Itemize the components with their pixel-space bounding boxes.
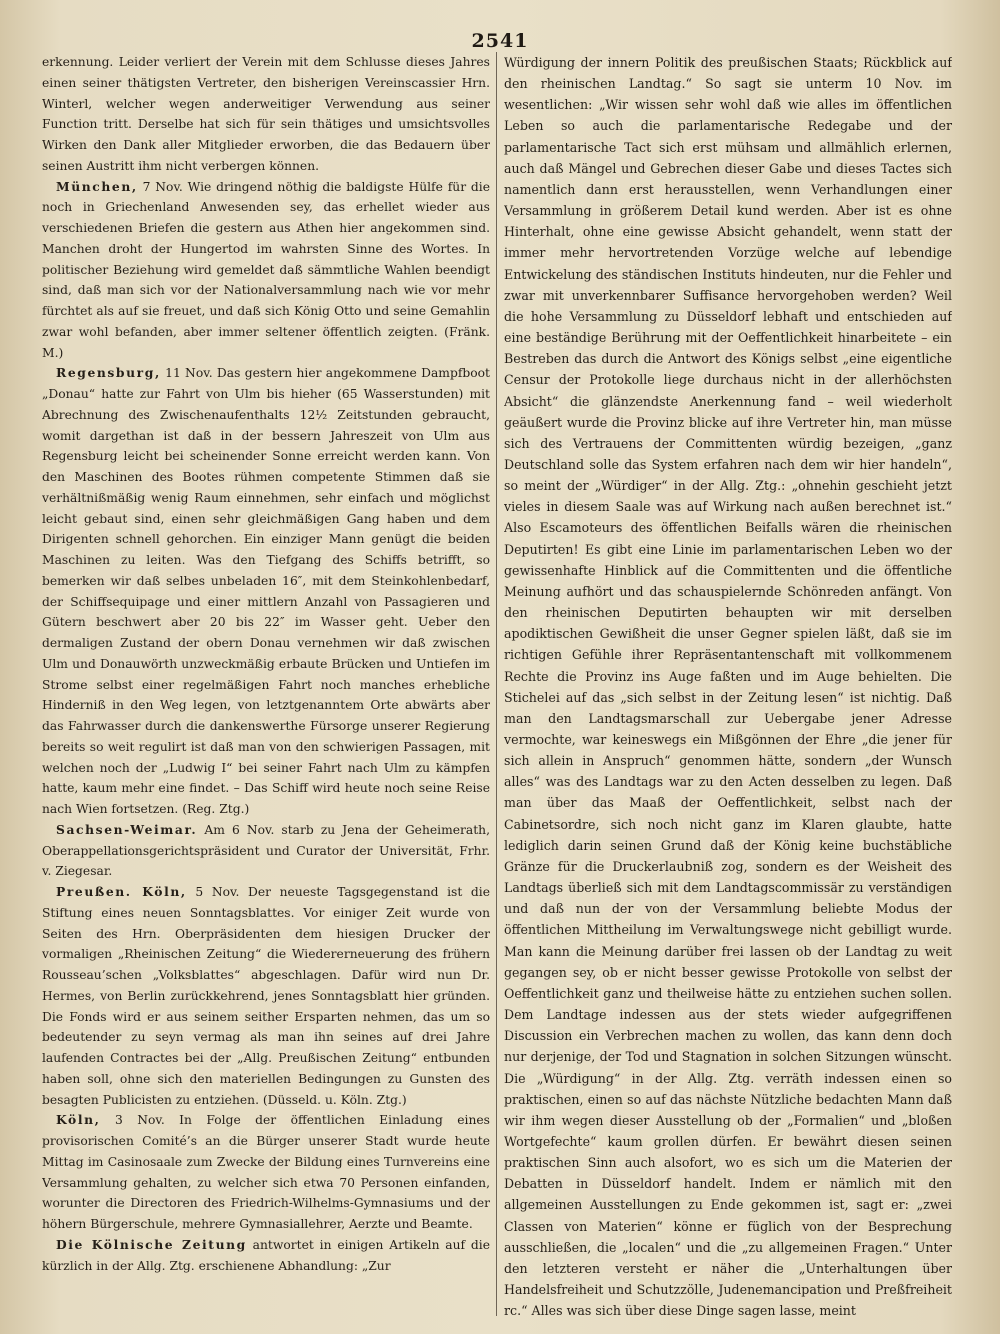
right-column [504, 52, 952, 1320]
paragraph-verein-text: erkennung. Leider verliert der Verein mit dem Schlusse dieses Jahres einen seiner thätigsten Vertreter, den bisherigen Vereinscassier Hrn. Winterl, welcher wegen anderweitiger Verwendung aus seiner Function tritt. Derselbe hat sich für sein thätiges und umsichtsvolles Wirken den Dank aller Mitglieder erworben, die das Bedauern über seinen Austritt ihm nicht verbergen können. [42, 55, 490, 173]
article-preussen-koeln-text: 5 Nov. Der neueste Tagsgegenstand ist die Stiftung eines neuen Sonntagsblattes. Vor einiger Zeit wurde von Seiten des Hrn. Oberpräsidenten dem hiesigen Drucker der vormaligen „Rheinischen Zeitung“ die Wiedererneuerung des frühern Rousseau’schen „Volksblattes“ abgeschlagen. Dafür wird nun Dr. Hermes, von Berlin zurückkehrend, jenes Sonntagsblatt hier gründen. Die Fonds wird er aus seinem seither Ersparten nehmen, das um so bedeutender zu seyn vermag als man ihn seines auf drei Jahre laufenden Contractes bei der „Allg. Preußischen Zeitung“ entbunden haben soll, ohne sich den materiellen Bedingungen zu Gunsten des besagten Publicisten zu entziehen. (Düsseld. u. Köln. Ztg.) [42, 885, 490, 1107]
article-sachsen-weimar-text: Am 6 Nov. starb zu Jena der Geheimerath, Oberappellationsgerichtspräsident und Curator der Universität, Frhr. v. Ziegesar. [42, 822, 490, 879]
article-koelnische-zeitung-text: antwortet in einigen Artikeln auf die kürzlich in der Allg. Ztg. erschienene Abhandlung: „Zur [42, 1237, 490, 1273]
article-koeln [42, 1110, 490, 1235]
paragraph-verein [42, 52, 490, 177]
article-wuerdigung-continued [504, 52, 952, 1320]
article-regensburg-text: 11 Nov. Das gestern hier angekommene Dampfboot „Donau“ hatte zur Fahrt von Ulm bis hieher (65 Wasserstunden) mit Abrechnung des Zwischenaufenthalts 12½ Zeitstunden gebraucht, womit dargethan ist daß in der bessern Jahreszeit von Ulm aus Regensburg leicht bei scheinender Sonne erreicht werden kann. Von den Maschinen des Bootes rühmen competente Stimmen daß sie verhältnißmäßig wenig Raum einnehmen, sehr einfach und möglichst leicht gebaut sind, einen sehr gleichmäßigen Gang haben und dem Dirigenten schnell gehorchen. Ein einziger Mann genügt die beiden Maschinen zu leiten. Was den Tiefgang des Schiffs betrifft, so bemerken wir daß selbes unbeladen 16″, mit dem Steinkohlenbedarf, der Schiffsequipage und einer mittlern Anzahl von Passagieren und Gütern beschwert aber 20 bis 22″ im Wasser geht. Ueber den dermaligen Zustand der obern Donau vernehmen wir daß zwischen Ulm und Donauwörth unzweckmäßig erbaute Brücken und Untiefen im Strome selbst einer regelmäßigen Fahrt noch manches erhebliche Hinderniß in den Weg legen, von letztgenanntem Orte abwärts aber das Fahrwasser durch die dankenswerthe Fürsorge unserer Regierung bereits so weit regulirt ist daß man von den schwierigen Passagen, mit welchen noch der „Ludwig I“ bei seiner Fahrt nach Ulm zu kämpfen hatte, kaum mehr eine findet. – Das Schiff wird heute noch seine Reise nach Wien fortsetzen. (Reg. Ztg.) [42, 366, 490, 816]
article-muenchen [42, 177, 490, 364]
dateline-preussen-koeln: Preußen. Köln, [56, 884, 187, 899]
article-preussen-koeln [42, 882, 490, 1110]
article-sachsen-weimar [42, 820, 490, 882]
article-muenchen-text: 7 Nov. Wie dringend nöthig die baldigste Hülfe für die noch in Griechenland Anwesenden sey, das erhellet wieder aus verschiedenen Briefen die gestern aus Athen hier angekommen sind. Manchen droht der Hungertod im wahrsten Sinne des Wortes. In politischer Beziehung wird gemeldet daß sämmtliche Wahlen beendigt sind, daß man sich vor der Nationalversammlung nach wie vor mehr fürchtet als auf sie freuet, und daß sich König Otto und seine Gemahlin zwar wohl befanden, aber immer seltener öffentlich zeigten. (Fränk. M.) [42, 179, 490, 360]
column-divider [496, 52, 497, 1316]
dateline-regensburg: Regensburg, [56, 365, 161, 381]
page-number: 2541 [471, 30, 529, 52]
article-koeln-text: 3 Nov. In Folge der öffentlichen Einladung eines provisorischen Comité’s an die Bürger unserer Stadt wurde heute Mittag im Casinosaale zum Zwecke der Bildung eines Turnvereins eine Versammlung gehalten, zu welcher sich etwa 70 Personen einfanden, worunter die Directoren des Friedrich-Wilhelms-Gymnasiums und der höhern Bürgerschule, mehrere Gymnasiallehrer, Aerzte und Beamte. [42, 1113, 490, 1231]
dateline-muenchen: München, [56, 178, 138, 194]
article-koelnische-zeitung [42, 1235, 490, 1277]
dateline-koelnische-zeitung: Die Kölnische Zeitung [56, 1236, 247, 1252]
left-column [42, 52, 490, 1320]
article-regensburg [42, 363, 490, 820]
article-wuerdigung-text: Würdigung der innern Politik des preußischen Staats; Rückblick auf den rheinischen Landtag.“ So sagt sie unterm 10 Nov. im wesentlichen: „Wir wissen sehr wohl daß wie alles im öffentlichen Leben so auch die parlamentarische Redegabe und der parlamentarische Tact sich erst mühsam und allmählich erlernen, auch daß Mängel und Gebrechen dieser Gabe und dieses Tactes sich namentlich dann erst herausstellen, wenn Verhandlungen einer Versammlung in größerem Detail kund werden. Aber ist es ohne Hinterhalt, ohne eine gewisse Absicht gehandelt, wenn statt der immer mehr hervortretenden Vorzüge welche auf lebendige Entwickelung des ständischen Instituts hindeuten, nur die Fehler und zwar mit unverkennbarer Suffisance hervorgehoben werden? Weil die hohe Versammlung zu Düsseldorf lebhaft und entschieden auf eine beständige Berührung mit der Oeffentlichkeit hinarbeitete – ein Bestreben das durch die Antwort des Königs selbst „eine eigentliche Censur der Protokolle liege durchaus nicht in der allerhöchsten Absicht“ die glänzendste Anerkennung fand – weil wiederholt geäußert wurde die Provinz blicke auf ihre Vertreter hin, man müsse sich des Vertrauens der Committenten würdig bezeigen, „ganz Deutschland solle das System erfahren nach dem wir hier handeln“, so meint der „Würdiger“ in der Allg. Ztg.: „ohnehin geschieht jetzt vieles in diesem Saale was auf Wirkung nach außen berechnet ist.“ Also Escamoteurs des öffentlichen Beifalls wären die rheinischen Deputirten! Es gibt eine Linie im parlamentarischen Leben wo der gewissenhafte Hinblick auf die Committenten und die öffentliche Meinung aufhört und das schauspielernde Schönreden anfängt. Von den rheinischen Deputirten behaupten wir mit derselben apodiktischen Gewißheit die unser Gegner spielen läßt, daß sie im richtigen Gefühle ihrer Repräsentantenschaft mit vollkommenem Rechte die Provinz ins Auge faßten und im Auge behielten. Die Stichelei auf das „sich selbst in der Zeitung lesen“ ist nichtig. Daß man den Landtagsmarschall zur Uebergabe jener Adresse vermochte, war keineswegs ein Mißgönnen der Ehre „die jener für sich allein in Anspruch“ genommen hätte, sondern „der Wunsch alles“ was des Landtags war zu den Acten desselben zu legen. Daß man über das Maaß der Oeffentlichkeit, selbst nach der Cabinetsordre, sich noch nicht ganz im Klaren glaubte, hatte lediglich darin seinen Grund daß der König keine buchstäbliche Gränze für die Druckerlaubniß zog, sondern es der Weisheit des Landtags überließ sich mit dem Landtagscommissär zu verständigen und daß nun der von der Versammlung beliebte Modus der öffentlichen Mittheilung im Verwaltungswege nicht gebilligt wurde. Man kann die Meinung darüber frei lassen ob der Landtag zu weit gegangen sey, ob er nicht besser gewisse Protokolle von selbst der Oeffentlichkeit ganz und theilweise hätte zu entziehen suchen sollen. Dem Landtage indessen aus der stets wieder aufgegriffenen Discussion ein Verbrechen machen zu wollen, das kann denn doch nur derjenige, der Tod und Stagnation in solchen Sitzungen wünscht. Die „Würdigung“ in der Allg. Ztg. verräth indessen einen so praktischen, einen so auf das nächste Nützliche bedachten Mann daß wir ihm wegen dieser Ausstellung ob der „Formalien“ und „bloßen Wortgefechte“ kaum grollen dürfen. Er bewährt diesen seinen praktischen Sinn auch alsofort, wo es sich um die Materien der Debatten in Düsseldorf handelt. Indem er nämlich mit den allgemeinen Ausstellungen zu Ende gekommen ist, sagt er: „zwei Classen von Materien“ könne er füglich von der Besprechung ausschließen, die „localen“ und die „zu allgemeinen Fragen.“ Unter den letzteren versteht er näher die „Unterhaltungen über Handelsfreiheit und Schutzzölle, Judenemancipation und Preßfreiheit rc.“ Alles was sich über diese Dinge sagen lasse, meint [504, 55, 952, 1319]
dateline-koeln: Köln, [56, 1112, 101, 1128]
dateline-sachsen-weimar: Sachsen-Weimar. [56, 821, 198, 837]
